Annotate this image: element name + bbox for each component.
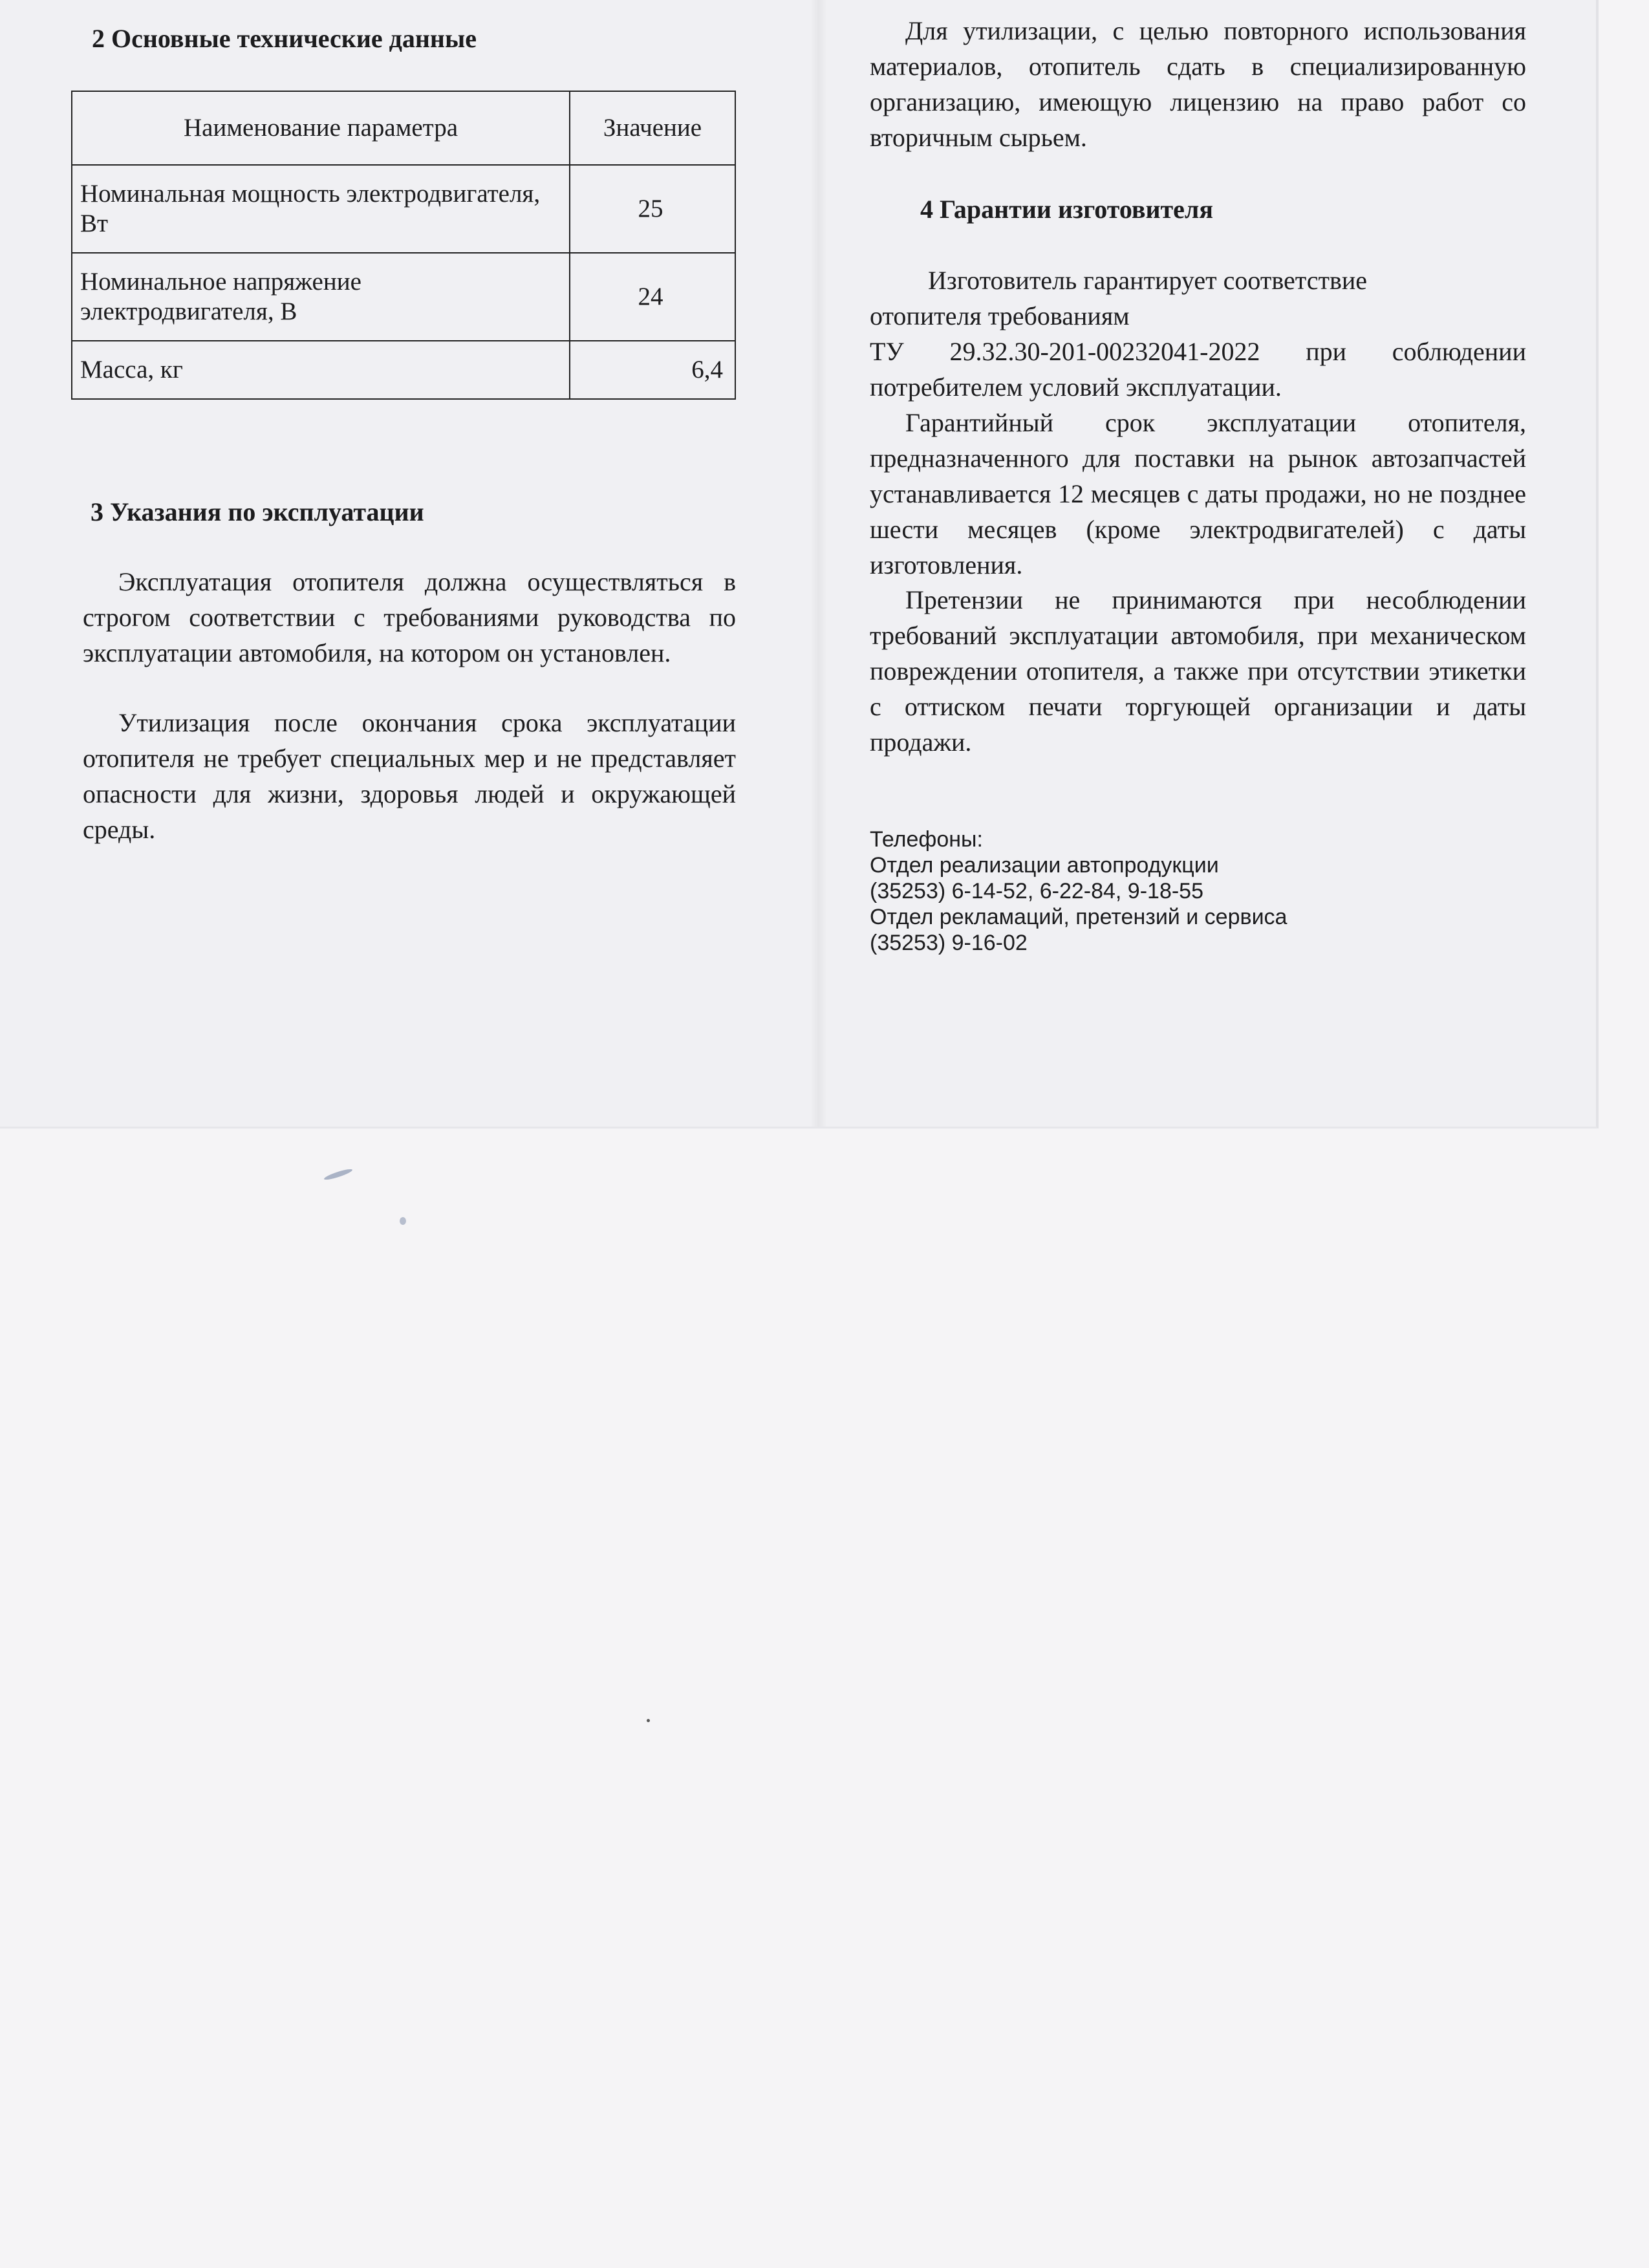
section-3-paragraph-2: Утилизация после окончания срока эксплуатации отопителя не требует специальных мер и не представляет опасности для жизни, здоровья людей и окружающей среды.: [83, 708, 736, 844]
guarantee-paragraph-3: Претензии не принимаются при несоблюдении требований эксплуатации автомобиля, при механическом повреждении отопителя, а также при отсутствии этикетки с оттиском печати торгующей организации и даты продажи.: [870, 585, 1526, 757]
guarantee-paragraph-2: Гарантийный срок эксплуатации отопителя, предназначенного для поставки на рынок автозапчастей устанавливается 12 месяцев с даты продажи, но не позднее шести месяцев (кроме электродвигателей) с даты изготовления.: [870, 408, 1526, 579]
phones-block: [870, 826, 1287, 956]
row-voltage-name: Номинальное напряжение электродвигателя, В: [72, 253, 570, 341]
scan-speck: [400, 1217, 406, 1225]
table-row: [72, 341, 735, 399]
recycling-paragraph: Для утилизации, с целью повторного использования материалов, отопитель сдать в специализированную организацию, имеющую лицензию на право работ со вторичным сырьем.: [870, 16, 1526, 152]
phones-title: Телефоны:: [870, 827, 983, 852]
row-voltage-value: 24: [570, 253, 735, 341]
table-header-row: [72, 91, 735, 165]
row-power-value: 25: [570, 165, 735, 253]
scan-speck: [323, 1167, 353, 1182]
row-power-name: Номинальная мощность электродвигателя, Вт: [72, 165, 570, 253]
scan-speck: [647, 1719, 650, 1722]
guarantee-paragraph-1: [870, 263, 1526, 405]
column-header-parameter: Наименование параметра: [72, 91, 570, 165]
guarantee-line-rest: ТУ 29.32.30-201-00232041-2022 при соблюдении потребителем условий эксплуатации.: [870, 337, 1526, 402]
row-mass-value: 6,4: [570, 341, 735, 399]
section-4-heading: 4 Гарантии изготовителя: [920, 195, 1213, 224]
sales-department-label: Отдел реализации автопродукции: [870, 853, 1219, 878]
sales-department-numbers: (35253) 6-14-52, 6-22-84, 9-18-55: [870, 879, 1203, 903]
service-department-label: Отдел рекламаций, претензий и сервиса: [870, 905, 1288, 929]
table-row: [72, 165, 735, 253]
guarantee-line-1: Изготовитель гарантирует соответствие: [928, 266, 1368, 295]
section-3-heading: 3 Указания по эксплуатации: [91, 497, 424, 526]
specs-table: [71, 91, 736, 400]
column-header-value: Значение: [570, 91, 735, 165]
scanned-sheet: [0, 0, 1599, 1129]
row-mass-name: Масса, кг: [72, 341, 570, 399]
section-3-paragraph-1: Эксплуатация отопителя должна осуществляться в строгом соответствии с требованиями руководства по эксплуатации автомобиля, на котором он установлен.: [83, 567, 736, 667]
page-fold: [810, 0, 827, 1127]
table-row: [72, 253, 735, 341]
guarantee-line-2: отопителя требованиям: [870, 301, 1130, 330]
service-department-numbers: (35253) 9-16-02: [870, 931, 1028, 955]
section-2-heading: 2 Основные технические данные: [92, 24, 477, 53]
